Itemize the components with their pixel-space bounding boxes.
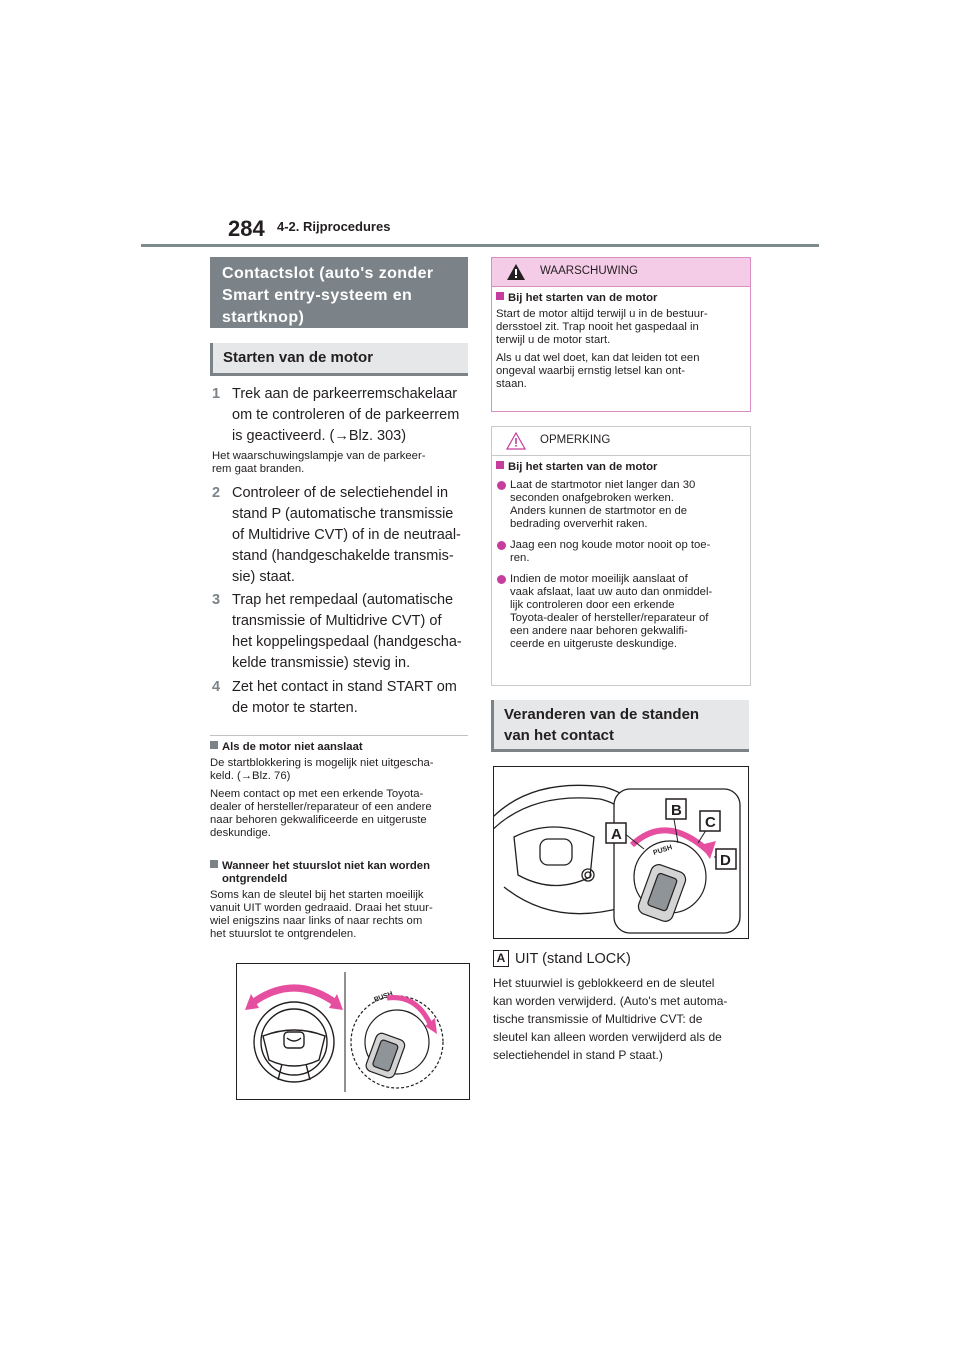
round-bullet-icon: [497, 481, 506, 490]
steering-lock-illustration: [237, 964, 469, 1099]
note-header: [492, 427, 750, 456]
note-line: Jaag een nog koude motor nooit op toe-: [510, 539, 711, 551]
callout-b-text: B: [671, 802, 682, 819]
step-line: of Multidrive CVT) of in de neutraal-: [232, 527, 461, 543]
push-label: PUSH: [652, 844, 674, 857]
subheading: Starten van de motor: [210, 343, 468, 376]
heading-line: startknop): [222, 309, 305, 326]
note-line: rem gaat branden.: [212, 463, 305, 475]
step-line: kelde transmissie) stevig in.: [232, 655, 411, 671]
note-line: vaak afslaat, laat uw auto dan onmiddel-: [510, 586, 713, 598]
square-bullet-icon: [210, 860, 218, 868]
step-4: [212, 677, 474, 721]
warning-box: [491, 257, 751, 412]
warning-triangle-icon: [506, 263, 526, 281]
step-number: 2: [212, 485, 221, 501]
note-bullet: [496, 479, 748, 531]
info-line: dealer of hersteller/reparateur of een andere: [210, 801, 432, 813]
warning-line: dersstoel zit. Trap nooit het gaspedaal in: [496, 321, 699, 333]
note-line: Indien de motor moeilijk aanslaat of: [510, 573, 688, 585]
step-1-note: [212, 450, 472, 476]
note-box: [491, 426, 751, 686]
callout-c-text: C: [705, 814, 716, 831]
step-line: de motor te starten.: [232, 700, 358, 716]
step-line: om te controleren of de parkeerrem: [232, 407, 460, 423]
warning-title: WAARSCHUWING: [540, 265, 638, 277]
info-line: naar behoren gekwalificeerde en uitgeruste: [210, 814, 427, 826]
section-title: 4-2. Rijprocedures: [277, 219, 391, 234]
note-line: Laat de startmotor niet langer dan 30: [510, 479, 696, 491]
label-a-icon: A: [493, 950, 509, 967]
info-line: De startblokkering is mogelijk niet uitgescha-: [210, 757, 434, 769]
note-line: een andere naar behoren gekwalifi-: [510, 625, 688, 637]
note-line: lijk controleren door een erkende: [510, 599, 675, 611]
step-line: Trek aan de parkeerremschakelaar: [232, 386, 458, 402]
info-block-1: [210, 741, 472, 840]
step-line: Trap het rempedaal (automatische: [232, 592, 454, 608]
step-line: sie) staat.: [232, 569, 295, 585]
step-line: Controleer of de selectiehendel in: [232, 485, 449, 501]
info-line: keld. (→Blz. 76): [210, 770, 291, 782]
position-a-text: [493, 974, 755, 1064]
note-line: Anders kunnen de startmotor en de: [510, 505, 688, 517]
note-line: ren.: [510, 552, 530, 564]
ignition-key-icon: [351, 996, 443, 1088]
heading-line: Contactslot (auto's zonder: [222, 265, 434, 282]
warning-header: [492, 258, 750, 287]
warning-line: Start de motor altijd terwijl u in de bestuur-: [496, 308, 708, 320]
warning-line: Als u dat wel doet, kan dat leiden tot een: [496, 352, 700, 364]
caution-triangle-icon: [506, 432, 526, 450]
body-line: Het stuurwiel is geblokkeerd en de sleutel: [493, 976, 715, 990]
step-3: [212, 590, 474, 676]
step-number: 3: [212, 592, 221, 608]
note-bullet: [496, 573, 748, 651]
square-bullet-icon: [496, 461, 504, 469]
step-line: Zet het contact in stand START om: [232, 679, 457, 695]
note-line: ceerde en uitgeruste deskundige.: [510, 638, 678, 650]
step-line: het koppelingspedaal (handgescha-: [232, 634, 462, 650]
note-bullet: [496, 539, 748, 565]
note-item-title: Bij het starten van de motor: [508, 461, 658, 473]
divider: [210, 735, 468, 736]
step-line: stand (handgeschakelde transmis-: [232, 548, 454, 564]
info-line: Neem contact op met een erkende Toyota-: [210, 788, 424, 800]
callout-a-text: A: [611, 826, 622, 843]
position-a-title: UIT (stand LOCK): [515, 951, 631, 967]
round-bullet-icon: [497, 541, 506, 550]
square-bullet-icon: [210, 741, 218, 749]
info-line: Soms kan de sleutel bij het starten moeilijk: [210, 889, 424, 901]
square-bullet-icon: [496, 292, 504, 300]
info-line: wiel enigszins naar links of naar rechts om: [210, 915, 423, 927]
note-title: OPMERKING: [540, 434, 611, 446]
subheading-line: Veranderen van de standen: [504, 706, 700, 723]
note-line: bedrading oververhit raken.: [510, 518, 648, 530]
step-line: is geactiveerd. (→Blz. 303): [232, 428, 407, 444]
info-block-2: [210, 860, 472, 941]
body-line: tische transmissie of Multidrive CVT: de: [493, 1012, 703, 1026]
steering-unlock-figure: [236, 963, 470, 1100]
heading-line: Smart entry-systeem en: [222, 287, 413, 304]
warning-item-title: Bij het starten van de motor: [508, 292, 658, 304]
push-label: PUSH: [373, 990, 394, 1004]
info-line: deskundige.: [210, 827, 271, 839]
warning-line: staan.: [496, 378, 527, 390]
section-heading: [210, 257, 468, 328]
subheading: [491, 700, 749, 752]
info-title: ontgrendeld: [222, 873, 288, 885]
callout-d-text: D: [720, 852, 731, 869]
ignition-illustration: [494, 767, 748, 938]
body-line: sleutel kan alleen worden verwijderd als de: [493, 1030, 722, 1044]
step-number: 1: [212, 386, 221, 402]
page-number: 284: [228, 216, 265, 241]
subheading-line: van het contact: [504, 727, 615, 744]
body-line: kan worden verwijderd. (Auto's met automa-: [493, 994, 728, 1008]
note-line: Het waarschuwingslampje van de parkeer-: [212, 450, 426, 462]
info-line: het stuurslot te ontgrendelen.: [210, 928, 357, 940]
step-line: transmissie of Multidrive CVT) of: [232, 613, 442, 629]
step-number: 4: [212, 679, 221, 695]
header-rule: [141, 244, 819, 247]
info-title: Wanneer het stuurslot niet kan worden: [222, 860, 430, 872]
body-line: selectiehendel in stand P staat.): [493, 1048, 663, 1062]
ignition-positions-figure: [493, 766, 749, 939]
info-line: vanuit UIT worden gedraaid. Draai het stuur-: [210, 902, 433, 914]
info-title: Als de motor niet aanslaat: [222, 741, 363, 753]
step-1: [212, 384, 474, 450]
position-a-heading: [493, 950, 753, 972]
warning-line: ongeval waarbij ernstig letsel kan ont-: [496, 365, 686, 377]
step-2: [212, 483, 474, 591]
note-line: seconden onafgebroken werken.: [510, 492, 674, 504]
note-line: Toyota-dealer of hersteller/reparateur of: [510, 612, 709, 624]
step-line: stand P (automatische transmissie: [232, 506, 454, 522]
warning-line: terwijl u de motor start.: [496, 334, 611, 346]
round-bullet-icon: [497, 575, 506, 584]
steering-wheel-icon: [254, 1002, 334, 1082]
